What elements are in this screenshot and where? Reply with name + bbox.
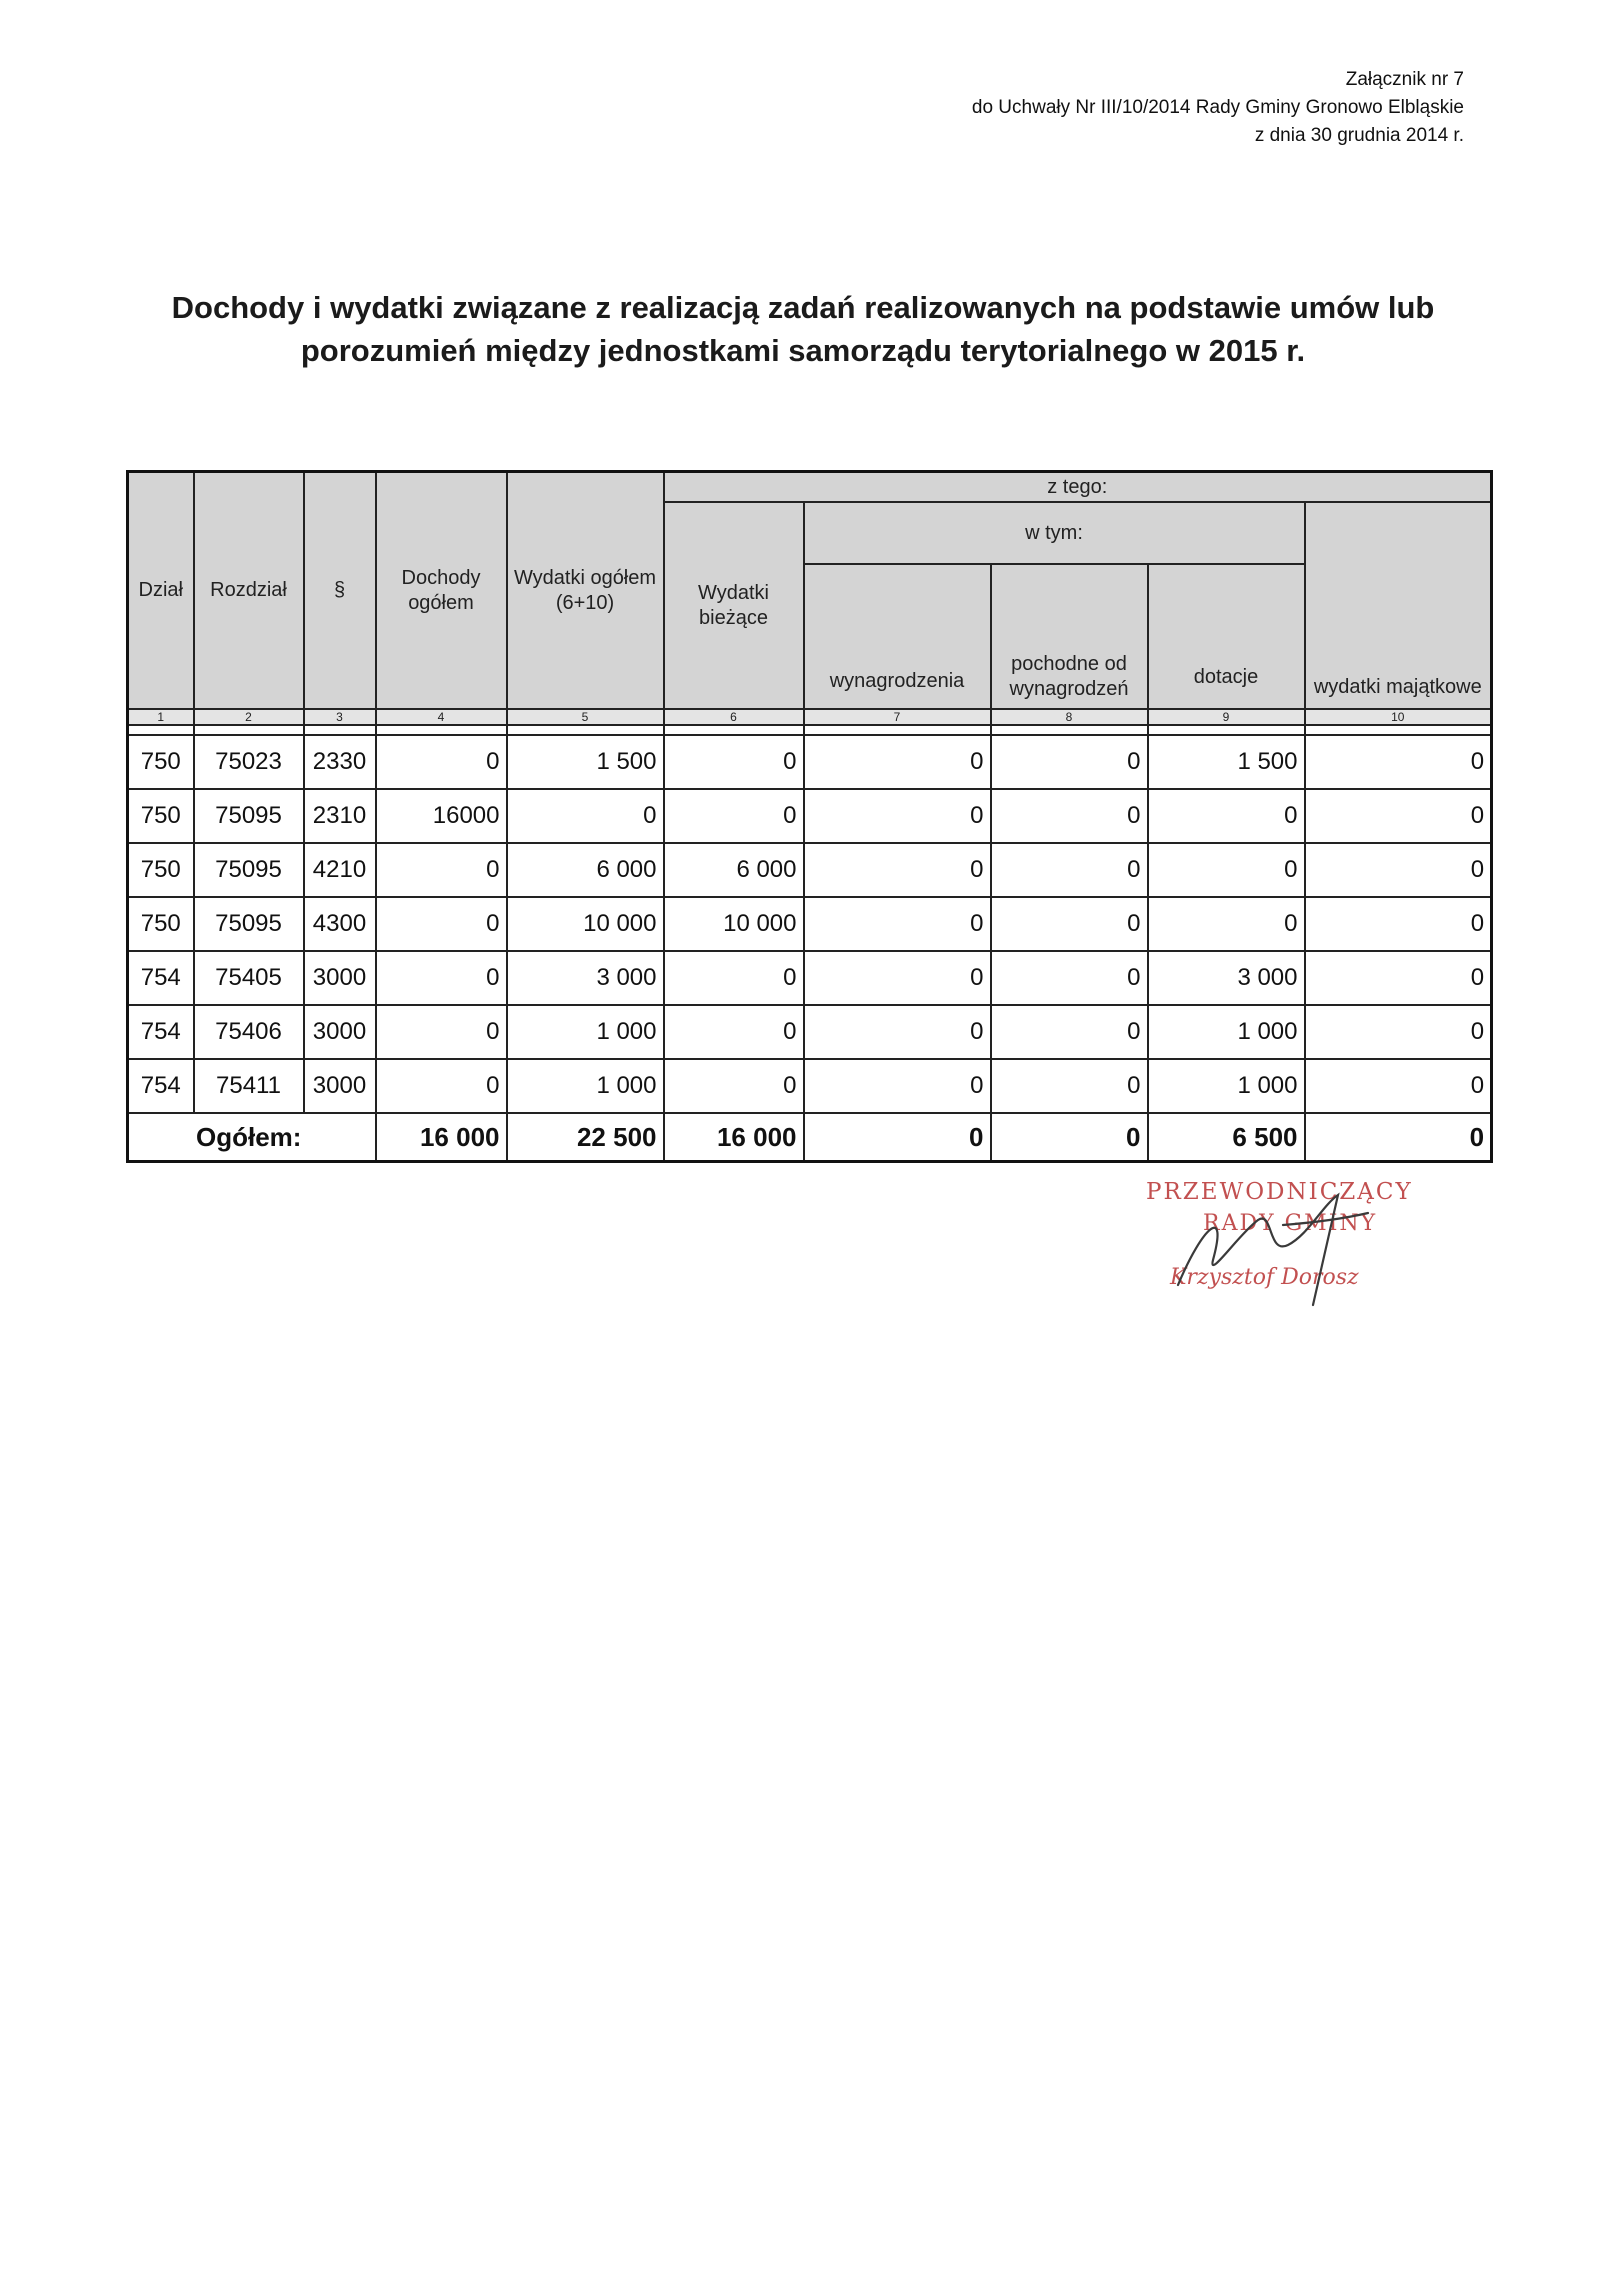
signature-icon — [1108, 1165, 1468, 1325]
cell-majatkowe: 0 — [1305, 1005, 1492, 1059]
cell-majatkowe: 0 — [1305, 789, 1492, 843]
cell-pochodne: 0 — [991, 897, 1148, 951]
table-row — [128, 897, 1492, 951]
cell-dochody: 0 — [376, 897, 507, 951]
cell-dochody: 16000 — [376, 789, 507, 843]
col-number: 1 — [128, 709, 194, 725]
header-rozdzial: Rozdział — [194, 472, 304, 710]
cell-dzial: 750 — [128, 735, 194, 789]
cell-wydatki: 0 — [507, 789, 664, 843]
header-majatkowe: wydatki majątkowe — [1305, 502, 1492, 709]
cell-dzial: 750 — [128, 897, 194, 951]
total-dotacje: 6 500 — [1148, 1113, 1305, 1162]
cell-wynagrodzenia: 0 — [804, 843, 991, 897]
cell-wydatki: 10 000 — [507, 897, 664, 951]
cell-paragraf: 3000 — [304, 1005, 376, 1059]
cell-dotacje: 1 000 — [1148, 1059, 1305, 1113]
cell-dotacje: 1 000 — [1148, 1005, 1305, 1059]
cell-biezace: 0 — [664, 735, 804, 789]
cell-wydatki: 3 000 — [507, 951, 664, 1005]
cell-biezace: 0 — [664, 1059, 804, 1113]
cell-wynagrodzenia: 0 — [804, 735, 991, 789]
col-number: 8 — [991, 709, 1148, 725]
cell-wynagrodzenia: 0 — [804, 1005, 991, 1059]
table-row — [128, 735, 1492, 789]
cell-majatkowe: 0 — [1305, 897, 1492, 951]
col-number: 9 — [1148, 709, 1305, 725]
spacer-row — [128, 725, 1492, 735]
cell-rozdzial: 75095 — [194, 843, 304, 897]
header-dochody: Dochody ogółem — [376, 472, 507, 710]
cell-dotacje: 1 500 — [1148, 735, 1305, 789]
cell-paragraf: 3000 — [304, 951, 376, 1005]
header-biezace: Wydatki bieżące — [664, 502, 804, 709]
table-row — [128, 789, 1492, 843]
col-number: 5 — [507, 709, 664, 725]
annex-resolution: do Uchwały Nr III/10/2014 Rady Gminy Gronowo Elbląskie — [971, 97, 1464, 118]
col-number: 7 — [804, 709, 991, 725]
cell-pochodne: 0 — [991, 1059, 1148, 1113]
cell-pochodne: 0 — [991, 735, 1148, 789]
cell-dochody: 0 — [376, 951, 507, 1005]
col-number: 10 — [1305, 709, 1492, 725]
cell-dzial: 754 — [128, 951, 194, 1005]
total-row — [128, 1113, 1492, 1162]
cell-rozdzial: 75095 — [194, 897, 304, 951]
stamp-council: RADY GMINY — [1203, 1211, 1378, 1236]
cell-dotacje: 3 000 — [1148, 951, 1305, 1005]
col-number: 6 — [664, 709, 804, 725]
total-wynagrodzenia: 0 — [804, 1113, 991, 1162]
cell-majatkowe: 0 — [1305, 735, 1492, 789]
cell-rozdzial: 75411 — [194, 1059, 304, 1113]
document-title — [120, 286, 1486, 372]
budget-table — [126, 470, 1493, 1163]
header-w-tym: w tym: — [804, 502, 1305, 564]
cell-dochody: 0 — [376, 735, 507, 789]
cell-majatkowe: 0 — [1305, 843, 1492, 897]
total-pochodne: 0 — [991, 1113, 1148, 1162]
cell-wynagrodzenia: 0 — [804, 951, 991, 1005]
header-wynagrodzenia: wynagrodzenia — [804, 564, 991, 709]
cell-pochodne: 0 — [991, 789, 1148, 843]
cell-rozdzial: 75023 — [194, 735, 304, 789]
cell-paragraf: 4300 — [304, 897, 376, 951]
cell-wynagrodzenia: 0 — [804, 789, 991, 843]
cell-biezace: 0 — [664, 951, 804, 1005]
table-row — [128, 1059, 1492, 1113]
cell-dotacje: 0 — [1148, 897, 1305, 951]
total-dochody: 16 000 — [376, 1113, 507, 1162]
cell-dochody: 0 — [376, 843, 507, 897]
cell-majatkowe: 0 — [1305, 1059, 1492, 1113]
cell-rozdzial: 75406 — [194, 1005, 304, 1059]
cell-dotacje: 0 — [1148, 789, 1305, 843]
col-number: 2 — [194, 709, 304, 725]
annex-header — [972, 66, 1464, 150]
cell-pochodne: 0 — [991, 951, 1148, 1005]
cell-biezace: 0 — [664, 789, 804, 843]
cell-wydatki: 1 000 — [507, 1059, 664, 1113]
cell-biezace: 6 000 — [664, 843, 804, 897]
header-dotacje: dotacje — [1148, 564, 1305, 709]
cell-wydatki: 1 000 — [507, 1005, 664, 1059]
header-z-tego: z tego: — [664, 472, 1492, 503]
header-pochodne: pochodne od wynagrodzeń — [991, 564, 1148, 709]
total-label: Ogółem: — [128, 1113, 376, 1162]
header-paragraf: § — [304, 472, 376, 710]
col-number: 3 — [304, 709, 376, 725]
cell-rozdzial: 75405 — [194, 951, 304, 1005]
table-row — [128, 843, 1492, 897]
cell-dzial: 750 — [128, 789, 194, 843]
cell-wynagrodzenia: 0 — [804, 1059, 991, 1113]
cell-dochody: 0 — [376, 1005, 507, 1059]
cell-pochodne: 0 — [991, 843, 1148, 897]
cell-pochodne: 0 — [991, 1005, 1148, 1059]
cell-paragraf: 3000 — [304, 1059, 376, 1113]
annex-date: z dnia 30 grudnia 2014 r. — [1254, 125, 1464, 146]
chairman-stamp — [1108, 1165, 1468, 1325]
cell-majatkowe: 0 — [1305, 951, 1492, 1005]
title-line-1: Dochody i wydatki związane z realizacją zadań realizowanych na podstawie umów lub — [171, 290, 1435, 325]
cell-dzial: 750 — [128, 843, 194, 897]
annex-number: Załącznik nr 7 — [1345, 69, 1464, 90]
table-row — [128, 951, 1492, 1005]
cell-wynagrodzenia: 0 — [804, 897, 991, 951]
header-dzial: Dział — [128, 472, 194, 710]
cell-wydatki: 6 000 — [507, 843, 664, 897]
cell-wydatki: 1 500 — [507, 735, 664, 789]
cell-dochody: 0 — [376, 1059, 507, 1113]
cell-paragraf: 2330 — [304, 735, 376, 789]
cell-dzial: 754 — [128, 1059, 194, 1113]
header-wydatki: Wydatki ogółem (6+10) — [507, 472, 664, 710]
title-line-2: porozumień między jednostkami samorządu terytorialnego w 2015 r. — [300, 333, 1306, 368]
cell-biezace: 0 — [664, 1005, 804, 1059]
total-majatkowe: 0 — [1305, 1113, 1492, 1162]
cell-dotacje: 0 — [1148, 843, 1305, 897]
stamp-title: PRZEWODNICZĄCY — [1146, 1179, 1413, 1205]
table-row — [128, 1005, 1492, 1059]
cell-rozdzial: 75095 — [194, 789, 304, 843]
cell-paragraf: 4210 — [304, 843, 376, 897]
total-wydatki: 22 500 — [507, 1113, 664, 1162]
total-biezace: 16 000 — [664, 1113, 804, 1162]
cell-biezace: 10 000 — [664, 897, 804, 951]
cell-paragraf: 2310 — [304, 789, 376, 843]
stamp-name: Krzysztof Dorosz — [1170, 1265, 1359, 1290]
col-number: 4 — [376, 709, 507, 725]
cell-dzial: 754 — [128, 1005, 194, 1059]
